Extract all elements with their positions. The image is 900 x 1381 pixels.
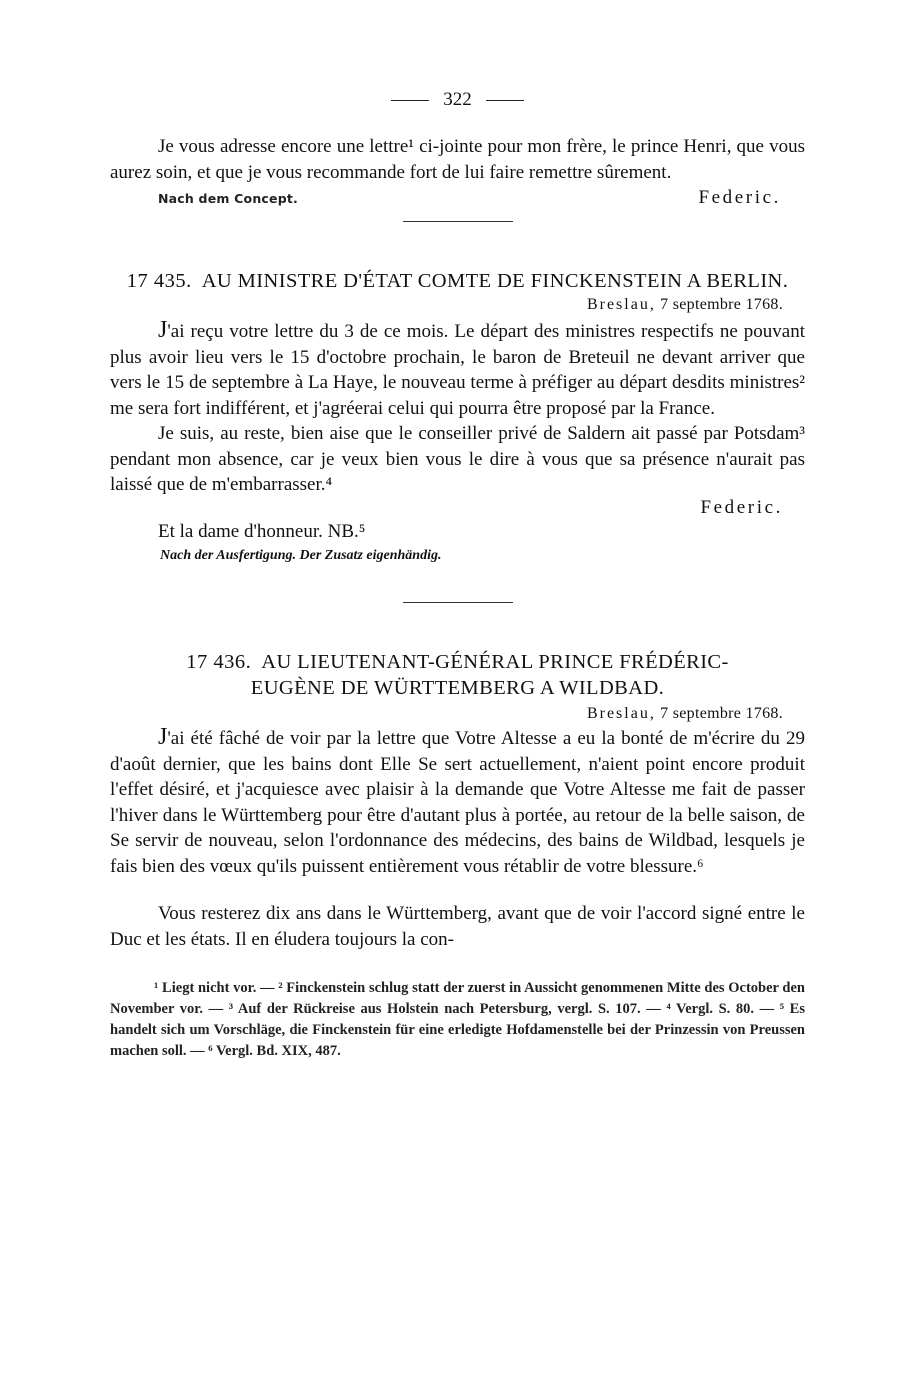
footnotes: ¹ Liegt nicht vor. — ² Finckenstein schlug statt der zuerst in Aussicht genommenen Mitte des October den November vor. — ³ Auf der Rückreise aus Holstein nach Petersburg, vergl. S. 107. — ⁴ Vergl. S. 80. — ⁵ Es handelt sich um Vorschläge, die Finckenstein für eine erledigte Hofdamenstelle bei der Prinzessin von Preussen machen soll. — ⁶ Vergl. Bd. XIX, 487. [110,980,805,1059]
separator-rule-2 [403,602,513,603]
top-paragraph: Je vous adresse encore une lettre¹ ci-jointe pour mon frère, le prince Henri, que vous aurez soin, et que je vous recommande fort de lui faire remettre sûrement. [110,136,805,183]
top-closing [110,187,805,209]
letter1-heading [110,268,805,294]
letter1-paragraph-1: J'ai reçu votre lettre du 3 de ce mois. Le départ des ministres respectifs ne pouvant plus avoir lieu vers le 15 d'octobre prochain, le baron de Breteuil ne devant arriver que vers le 15 de septembre à La Haye, le nouveau terme à préfiger au départ desdits ministres² me sera fort indifférent, et j'agréerai celui qui pourra être proposé par la France. [110,317,805,419]
document-page [110,86,805,1062]
letter2-paragraph-2: Vous resterez dix ans dans le Württemberg, avant que de voir l'accord signé entre le Duc et les états. Il en éludera toujours la con- [110,903,805,950]
letter1-number: 17 435. [126,270,192,292]
top-signature: Federic. [698,187,781,208]
letter1-dateline: Breslau, 7 septembre 1768. [586,296,783,313]
letter1-source: Nach der Ausfertigung. Der Zusatz eigenhändig. [160,548,442,563]
letter2-title-line1: AU LIEUTENANT-GÉNÉRAL PRINCE FRÉDÉRIC- [261,651,729,673]
letter2-number: 17 436. [186,651,252,673]
letter2-heading [110,649,805,701]
letter1-paragraph-2: Je suis, au reste, bien aise que le conseiller privé de Saldern ait passé par Potsdam³ pendant mon absence, car je veux bien vous le dire à vous que sa présence n'aurait pas laissé que de m'embarrasser.⁴ [110,423,805,495]
letter2-title-line2: EUGÈNE DE WÜRTTEMBERG A WILDBAD. [250,677,665,699]
top-source: Nach dem Concept. [158,191,298,206]
page-number: 322 [110,86,805,114]
letter1-postscript: Et la dame d'honneur. NB.⁵ [158,520,366,542]
dash-left [391,100,429,101]
letter2-dateline: Breslau, 7 septembre 1768. [586,705,783,722]
letter2-paragraph-1: J'ai été fâché de voir par la lettre que Votre Altesse a eu la bonté de m'écrire du 29 d'août dernier, que les bains dont Elle Se sert actuellement, n'aient point encore produit l'effet désiré, et j'acquiesce avec plaisir à la demande que Votre Altesse me fait de passer l'hiver dans le Württemberg pour être d'autant plus à portée, au retour de la belle saison, de Se servir de nouveau, selon l'ordonnance des médecins, des bains de Wildbad, lesquels je fais bien des vœux qu'ils puissent entièrement vous rétablir de votre blessure.⁶ [110,724,805,877]
letter1-title: AU MINISTRE D'ÉTAT COMTE DE FINCKENSTEIN A BERLIN. [201,270,789,292]
dash-right [486,100,524,101]
separator-rule-1 [403,221,513,222]
letter1-signature: Federic. [700,496,783,518]
